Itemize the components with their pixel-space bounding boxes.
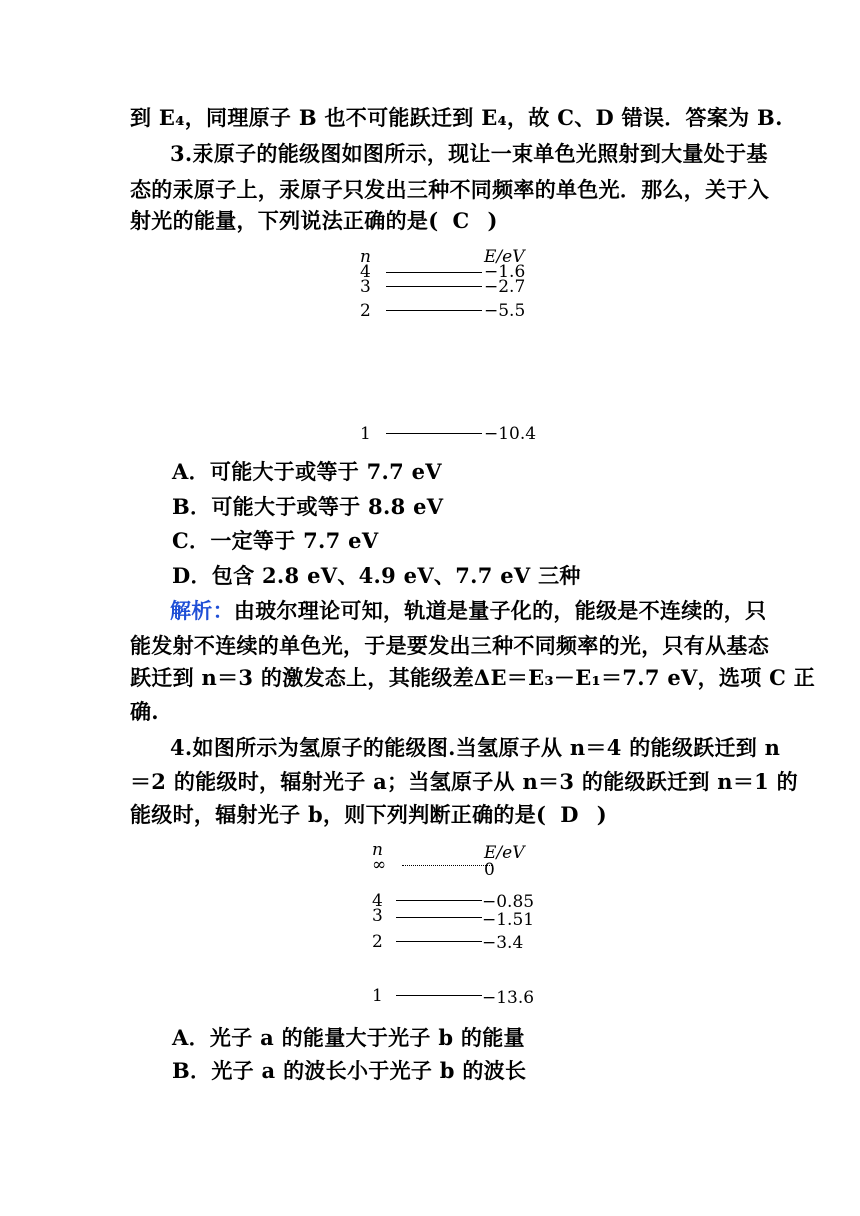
question-3-explanation-line-1 [170,597,766,625]
level-n4-line [396,900,482,901]
question-3-line-3 [130,207,498,235]
level-infinity-energy: 0 [484,860,495,880]
level-n2-energy: −3.4 [482,933,524,953]
level-n3-label: 3 [360,277,371,297]
level-n3-label: 3 [372,906,383,926]
level-infinity-label: ∞ [372,855,387,875]
level-n1-energy: −10.4 [484,424,537,444]
question-3-line-1: 3.汞原子的能级图如图所示，现让一束单色光照射到大量处于基 [170,141,768,166]
explanation-text: 由玻尔理论可知，轨道是量子化的，能级是不连续的，只 [233,598,767,623]
level-n2-line [386,310,482,311]
question-3-stem-end: 射光的能量，下列说法正确的是( [130,208,439,233]
question-3-explanation-line-3: 跃迁到 n＝3 的激发态上，其能级差ΔE＝E₃－E₁＝7.7 eV，选项 C 正 [130,665,816,690]
question-4-stem-end: 能级时，辐射光子 b，则下列判断正确的是( [130,802,547,827]
level-n1-label: 1 [372,986,383,1006]
level-n3-energy: −1.51 [482,910,535,930]
n-axis-header: n [360,247,371,267]
level-infinity-line [402,865,492,866]
question-4-option-b: B．光子 a 的波长小于光子 b 的波长 [172,1058,527,1083]
level-n1-line [396,995,482,996]
level-n4-label: 4 [360,262,371,282]
question-3-paren-close: ) [487,208,498,233]
level-n1-energy: −13.6 [482,988,535,1008]
energy-axis-header: E/eV [484,843,525,863]
n-axis-header: n [372,840,383,860]
level-n2-label: 2 [372,932,383,952]
level-n2-label: 2 [360,301,371,321]
level-n3-energy: −2.7 [484,277,526,297]
question-4-line-1: 4.如图所示为氢原子的能级图.当氢原子从 n＝4 的能级跃迁到 n [170,735,781,760]
question-3-option-c: C．一定等于 7.7 eV [172,528,379,553]
question-4-line-3 [130,801,607,829]
level-n4-label: 4 [372,891,383,911]
level-n1-label: 1 [360,424,371,444]
level-n3-line [396,917,482,918]
question-3-option-a: A．可能大于或等于 7.7 eV [172,459,442,484]
question-3-option-d: D．包含 2.8 eV、4.9 eV、7.7 eV 三种 [172,563,581,588]
energy-axis-header: E/eV [484,247,525,267]
question-4-line-2: ＝2 的能级时，辐射光子 a；当氢原子从 n＝3 的能级跃迁到 n＝1 的 [130,769,798,794]
question-4-option-a: A．光子 a 的能量大于光子 b 的能量 [172,1025,525,1050]
level-n2-energy: −5.5 [484,301,526,321]
question-4-paren-close: ) [596,802,607,827]
question-3-line-2: 态的汞原子上，汞原子只发出三种不同频率的单色光．那么，关于入 [130,177,769,202]
level-n4-energy: −0.85 [482,892,535,912]
level-n3-line [386,286,482,287]
level-n4-line [386,272,482,273]
question-3-explanation-line-4: 确. [130,699,159,724]
level-n2-line [396,941,482,942]
question-3-answer: C [452,208,470,233]
question-3-option-b: B．可能大于或等于 8.8 eV [172,494,444,519]
text-line: 到 E₄，同理原子 B 也不可能跃迁到 E₄，故 C、D 错误．答案为 B. [130,105,783,130]
question-4-answer: D [560,802,579,827]
question-3-explanation-line-2: 能发射不连续的单色光，于是要发出三种不同频率的光，只有从基态 [130,633,769,658]
level-n1-line [386,433,482,434]
level-n4-energy: −1.6 [484,262,526,282]
explanation-label: 解析： [170,598,234,623]
